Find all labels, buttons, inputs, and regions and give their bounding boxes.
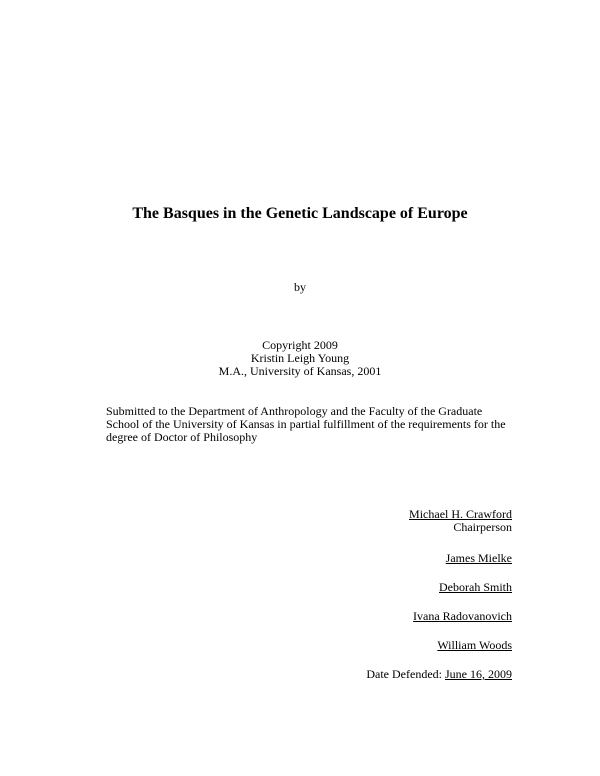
defense-date-label: Date Defended:	[366, 667, 445, 681]
committee-chair-name: Michael H. Crawford	[409, 507, 512, 521]
submission-line-2: School of the University of Kansas in partial fulfillment of the requirements for the	[106, 417, 506, 431]
author-name: Kristin Leigh Young	[250, 351, 350, 365]
by-line: by	[294, 280, 306, 294]
submission-statement	[106, 405, 506, 444]
document-title: The Basques in the Genetic Landscape of Europe	[132, 205, 468, 222]
copyright-line: Copyright 2009	[262, 338, 338, 352]
prior-degree: M.A., University of Kansas, 2001	[218, 364, 382, 378]
committee-member-4: William Woods	[437, 638, 512, 652]
defense-date-line	[366, 667, 512, 682]
submission-line-3: degree of Doctor of Philosophy	[106, 430, 258, 444]
committee-member-1: James Mielke	[445, 551, 512, 565]
copyright-block	[0, 339, 600, 378]
committee-chair-title: Chairperson	[453, 520, 512, 534]
committee-member-3: Ivana Radovanovich	[413, 609, 512, 623]
defense-date: June 16, 2009	[445, 667, 512, 681]
submission-line-1: Submitted to the Department of Anthropology and the Faculty of the Graduate	[106, 404, 483, 418]
committee-member-2: Deborah Smith	[439, 580, 512, 594]
